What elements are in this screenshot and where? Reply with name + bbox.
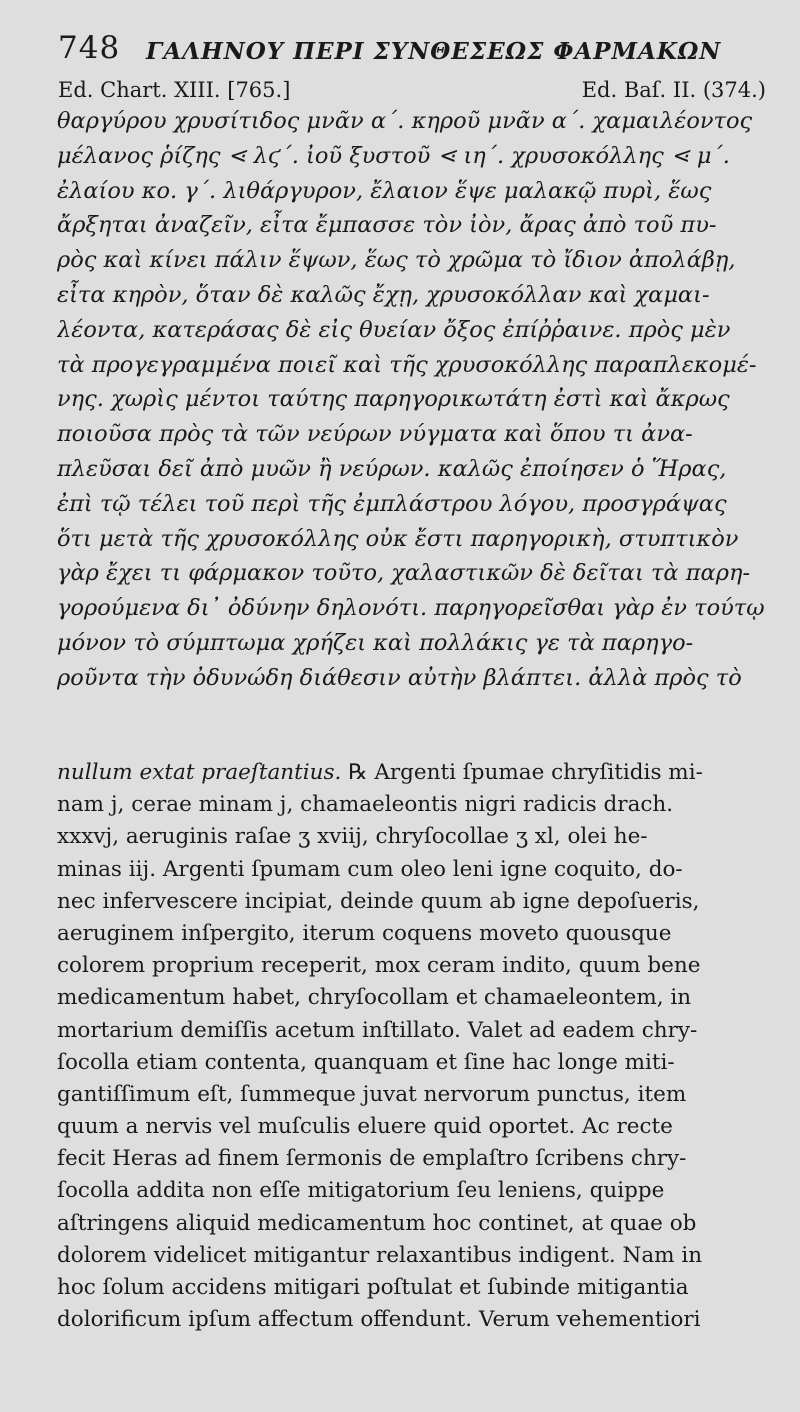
latin-line-text: dolorem videlicet mitigantur relaxantibus indigent. Nam in bbox=[57, 1242, 703, 1268]
latin-text-line bbox=[57, 1047, 769, 1079]
latin-text-line bbox=[57, 854, 769, 886]
greek-text-line: ποιοῦσα πρὸς τὰ τῶν νεύρων νύγματα καὶ ὅπου τι ἀνα- bbox=[57, 421, 693, 448]
latin-line-text: gantiſſimum eſt, ſummeque juvat nervorum punctus, item bbox=[57, 1081, 687, 1107]
latin-line-text: nec infervescere incipiat, deinde quum ab igne depoſueris, bbox=[57, 888, 700, 914]
greek-text-line: ἄρξηται ἀναζεῖν, εἶτα ἔμπασσε τὸν ἰὸν, ἄρας ἀπὸ τοῦ πυ- bbox=[57, 212, 717, 239]
greek-text-line: πλεῦσαι δεῖ ἀπὸ μυῶν ἢ νεύρων. καλῶς ἐποίησεν ὁ Ἥρας, bbox=[57, 455, 727, 482]
latin-text-line bbox=[57, 821, 769, 853]
latin-text-line bbox=[57, 1111, 769, 1143]
edition-ref-basel: Ed. Baſ. II. (374.) bbox=[581, 78, 766, 102]
latin-text-line bbox=[57, 950, 769, 982]
latin-line-text: nam j, cerae minam j, chamaeleontis nigri radicis drach. bbox=[57, 792, 674, 818]
latin-line-text: aſtringens aliquid medicamentum hoc continet, at quae ob bbox=[57, 1210, 697, 1236]
greek-text-line: ἐπὶ τῷ τέλει τοῦ περὶ τῆς ἐμπλάστρου λόγου, προσγράψας bbox=[57, 490, 727, 517]
latin-line-text: quum a nervis vel muſculis eluere quid oportet. Ac recte bbox=[57, 1114, 673, 1140]
greek-text-line: ὅτι μετὰ τῆς χρυσοκόλλης οὐκ ἔστι παρηγορικὴ, στυπτικὸν bbox=[57, 525, 739, 552]
latin-text-line bbox=[57, 789, 769, 821]
greek-text-line: θαργύρου χρυσίτιδος μνᾶν α΄. κηροῦ μνᾶν α΄. χαμαιλέοντος bbox=[57, 108, 753, 134]
latin-text-line bbox=[57, 1240, 769, 1272]
latin-line-text: mortarium demiſſis acetum inſtillato. Valet ad eadem chry- bbox=[57, 1017, 698, 1043]
greek-text-block bbox=[57, 104, 769, 696]
greek-text-line: τὰ προγεγραμμένα ποιεῖ καὶ τῆς χρυσοκόλλης παραπλεκομέ- bbox=[57, 351, 757, 378]
latin-line-text: ℞ Argenti ſpumae chryſitidis mi- bbox=[341, 760, 703, 785]
greek-text-line: ροῦντα τὴν ὀδυνώδη διάθεσιν αὐτὴν βλάπτει. ἀλλὰ πρὸς τὸ bbox=[57, 664, 742, 691]
latin-text-line bbox=[57, 1015, 769, 1047]
latin-text-line bbox=[57, 757, 769, 789]
greek-text-line: μέλανος ῥίζης ⋖ λϛ΄. ἰοῦ ξυστοῦ ⋖ ιη΄. χρυσοκόλλης ⋖ μ΄. bbox=[57, 142, 730, 169]
greek-text-line: μόνον τὸ σύμπτωμα χρήζει καὶ πολλάκις γε τὰ παρηγο- bbox=[57, 629, 694, 656]
latin-text-line bbox=[57, 1304, 769, 1336]
latin-line-text: fecit Heras ad finem ſermonis de emplaſtro ſcribens chry- bbox=[57, 1146, 687, 1172]
greek-text-line: εἶτα κηρὸν, ὅταν δὲ καλῶς ἔχῃ, χρυσοκόλλαν καὶ χαμαι- bbox=[57, 281, 710, 308]
latin-line-text: hoc ſolum accidens mitigari poſtulat et ſubinde mitigantia bbox=[57, 1275, 689, 1300]
greek-text-line: ἐλαίου κο. γ΄. λιθάργυρον, ἔλαιον ἕψε μαλακῷ πυρὶ, ἕως bbox=[57, 177, 712, 204]
latin-line-text: colorem proprium receperit, mox ceram indito, quum bene bbox=[57, 953, 701, 979]
latin-line-text: minas iij. Argenti ſpumam cum oleo leni igne coquito, do- bbox=[57, 856, 683, 882]
latin-text-line bbox=[57, 918, 769, 950]
latin-line-text: medicamentum habet, chryſocollam et chamaeleontem, in bbox=[57, 985, 692, 1011]
latin-italic-phrase: nullum extat praeſtantius. bbox=[57, 760, 342, 785]
greek-text-line: γορούμενα δι᾽ ὀδύνην δηλονότι. παρηγορεῖσθαι γὰρ ἐν τούτῳ bbox=[57, 595, 765, 622]
latin-text-line bbox=[57, 1175, 769, 1207]
running-title: ΓΑΛΗΝΟΥ ΠΕΡΙ ΣΥΝΘΕΣΕΩΣ ΦΑΡΜΑΚΩΝ bbox=[146, 38, 722, 65]
latin-line-text: aeruginem inſpergito, iterum coquens moveto quousque bbox=[57, 920, 672, 946]
edition-ref-chartier: Ed. Chart. XIII. [765.] bbox=[58, 78, 291, 102]
latin-line-text: ſocolla etiam contenta, quanquam et ſine hac longe miti- bbox=[57, 1049, 675, 1075]
latin-text-line bbox=[57, 1079, 769, 1111]
greek-text-line: ρὸς καὶ κίνει πάλιν ἕψων, ἕως τὸ χρῶμα τὸ ἴδιον ἀπολάβῃ, bbox=[57, 247, 736, 274]
page-header bbox=[58, 28, 748, 78]
latin-text-line bbox=[57, 1272, 769, 1304]
latin-line-text: dolorificum ipſum affectum offendunt. Verum vehementiori bbox=[57, 1307, 701, 1333]
greek-text-line: νης. χωρὶς μέντοι ταύτης παρηγορικωτάτη ἐστὶ καὶ ἄκρως bbox=[57, 386, 730, 413]
latin-text-line bbox=[57, 1208, 769, 1240]
latin-text-line bbox=[57, 886, 769, 918]
latin-text-line bbox=[57, 982, 769, 1014]
latin-line-text: xxxvj, aeruginis raſae ʒ xviij, chryſocollae ʒ xl, olei he- bbox=[57, 824, 648, 850]
latin-text-block bbox=[57, 757, 769, 1336]
greek-text-line: γὰρ ἔχει τι φάρμακον τοῦτο, χαλαστικῶν δὲ δεῖται τὰ παρη- bbox=[57, 560, 751, 587]
page-number: 748 bbox=[58, 30, 121, 66]
latin-text-line bbox=[57, 1143, 769, 1175]
latin-line-text: ſocolla addita non eſſe mitigatorium ſeu leniens, quippe bbox=[57, 1178, 665, 1204]
greek-text-line: λέοντα, κατεράσας δὲ εἰς θυείαν ὄξος ἐπίῤῥαινε. πρὸς μὲν bbox=[57, 316, 731, 343]
